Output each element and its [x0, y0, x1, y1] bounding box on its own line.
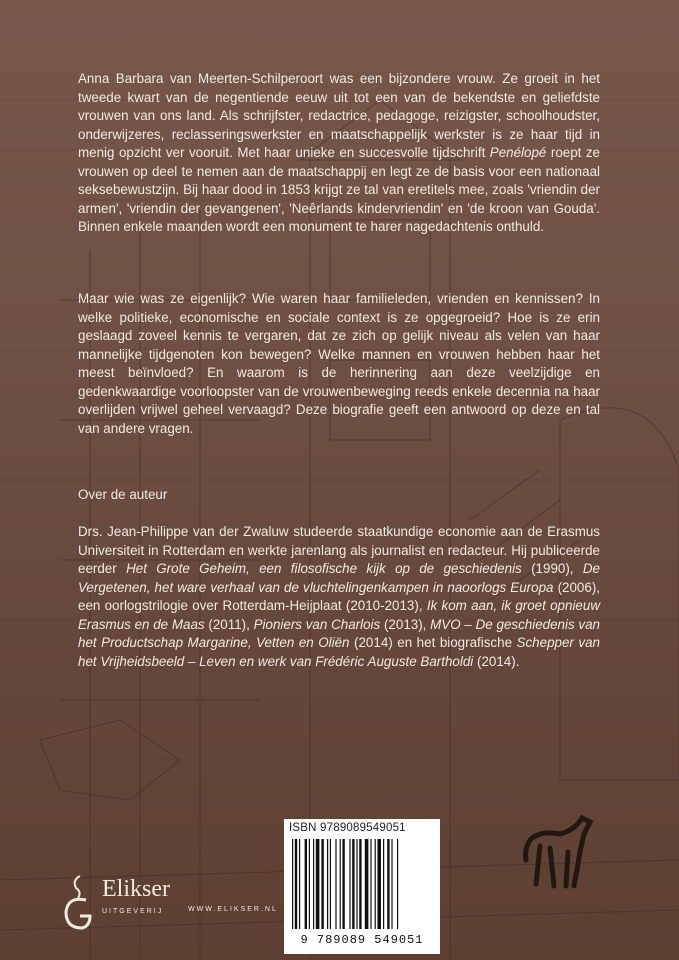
- paragraph-1-rest: roept ze vrouwen op deel te nemen aan de maatschappij en legt ze de basis voor een nationaal seksebewustzijn. Bij haar dood in 1853 krijgt ze tal van eretitels mee, zoals 'vriendin der armen', 'vriendin der gevangenen', 'Neêrlands kindervriendin' en 'de kroon van Gouda'. Binnen enkele maanden wordt een monument te harer nagedachtenis onthuld.: [78, 145, 601, 234]
- barcode-bar: [335, 839, 336, 929]
- isbn-number: 9 789089 549051: [300, 933, 424, 947]
- book-year-5: (2014) en het biografische: [349, 635, 517, 650]
- publisher-website: WWW.ELIKSER.NL: [188, 906, 278, 913]
- barcode-bar: [295, 839, 297, 929]
- barcode-bar: [342, 839, 344, 929]
- book-title-2: De Vergetenen, het ware verhaal van de vluchtelingenkampen in naoorlogs Europa: [78, 561, 600, 595]
- description-paragraph-2: [78, 290, 600, 438]
- barcode-panel: [284, 819, 440, 954]
- book-year-6: (2014).: [473, 653, 520, 669]
- barcode-bar: [316, 839, 320, 929]
- author-bio: [78, 523, 600, 671]
- barcode-bar: [383, 839, 384, 929]
- author-heading: Over de auteur: [78, 487, 168, 502]
- book-title-6: Schepper van het Vrijheidsbeeld – Leven en werk van Frédéric Auguste Bartholdi: [78, 635, 600, 669]
- book-year-2: (2006), een oorlogstrilogie over Rotterdam-Heijplaat (2010-2013),: [78, 579, 600, 613]
- book-year-4: (2013),: [380, 616, 431, 632]
- barcode-bar: [340, 839, 341, 929]
- greyhound-illustration: [520, 800, 600, 890]
- barcode-bar: [330, 839, 331, 929]
- barcode-bar: [292, 839, 293, 929]
- barcode-bar: [299, 839, 300, 929]
- barcode-bar: [313, 839, 314, 929]
- barcode-bar: [359, 839, 361, 929]
- barcode-bar: [387, 839, 389, 929]
- paragraph-1-text: Anna Barbara van Meerten-Schilperoort was een bijzondere vrouw. Ze groeit in het tweede kwart van de negentiende eeuw uit tot een van de bekendste en geliefdste vrouwen van ons land. Als schrijfster, redactrice, pedagoge, reizigster, schoolhoudster, onderwijzeres, reclasseringswerkster en maatschappelijk werkster is ze haar tijd in menig opzicht ver vooruit. Met haar unieke en succesvolle tijdschrift: [78, 71, 600, 160]
- barcode-bar: [349, 839, 350, 929]
- barcode-bar: [370, 839, 371, 929]
- book-title-4: Pioniers van Charlois: [253, 616, 381, 632]
- description-paragraph-1: [78, 70, 600, 237]
- isbn-label: ISBN 9789089549051: [289, 822, 406, 834]
- barcode-bar: [356, 839, 357, 929]
- book-year-1: (1990),: [521, 561, 583, 576]
- elikser-logo-icon: [58, 870, 98, 934]
- magazine-title: Penélopé: [489, 145, 547, 160]
- barcode-bar: [352, 839, 354, 929]
- publisher-logo: [58, 870, 218, 940]
- barcode-bar: [375, 839, 376, 929]
- barcode-bar: [365, 839, 369, 929]
- book-title-5: MVO – De geschiedenis van het Productschap Margarine, Vetten en Oliën: [78, 616, 601, 650]
- barcode-bar: [397, 839, 398, 929]
- barcode: [290, 839, 434, 931]
- barcode-bar: [327, 839, 328, 929]
- barcode-bar: [305, 839, 307, 929]
- book-title-3: Ik kom aan, ik groet opnieuw Erasmus en de Maas: [78, 598, 600, 632]
- barcode-bar: [321, 839, 323, 929]
- barcode-bar: [391, 839, 392, 929]
- barcode-bar: [309, 839, 310, 929]
- publisher-name: Elikser: [102, 876, 170, 902]
- book-title-1: Het Grote Geheim, een filosofische kijk op de geschiedenis: [126, 561, 522, 576]
- paragraph-2-text: Maar wie was ze eigenlijk? Wie waren haar familieleden, vrienden en kennissen? In welke politieke, economische en sociale context is ze opgegroeid? Hoe is ze erin geslaagd zoveel kennis te vergaren, dat ze zich op gelijk niveau als velen van haar mannelijke tijdgenoten kon bewegen? Welke mannen en vrouwen hebben haar het meest beïnvloed? En waarom is de herinnering aan deze veelzijdige en gedenkwaardige voorloopster van de vrouwenbeweging reeds enkele decennia na haar overlijden vrijwel geheel vervaagd? Deze biografie geeft een antwoord op deze en tal van andere vragen.: [78, 291, 600, 436]
- barcode-bar: [377, 839, 381, 929]
- bio-start: Drs. Jean-Philippe van der Zwaluw studeerde staatkundige economie aan de Erasmus Universiteit in Rotterdam en werkte jarenlang als journalist en redacteur. Hij publiceerde eerder: [78, 524, 600, 576]
- book-year-3: (2011),: [204, 616, 254, 632]
- publisher-subtitle: UITGEVERIJ: [102, 908, 164, 915]
